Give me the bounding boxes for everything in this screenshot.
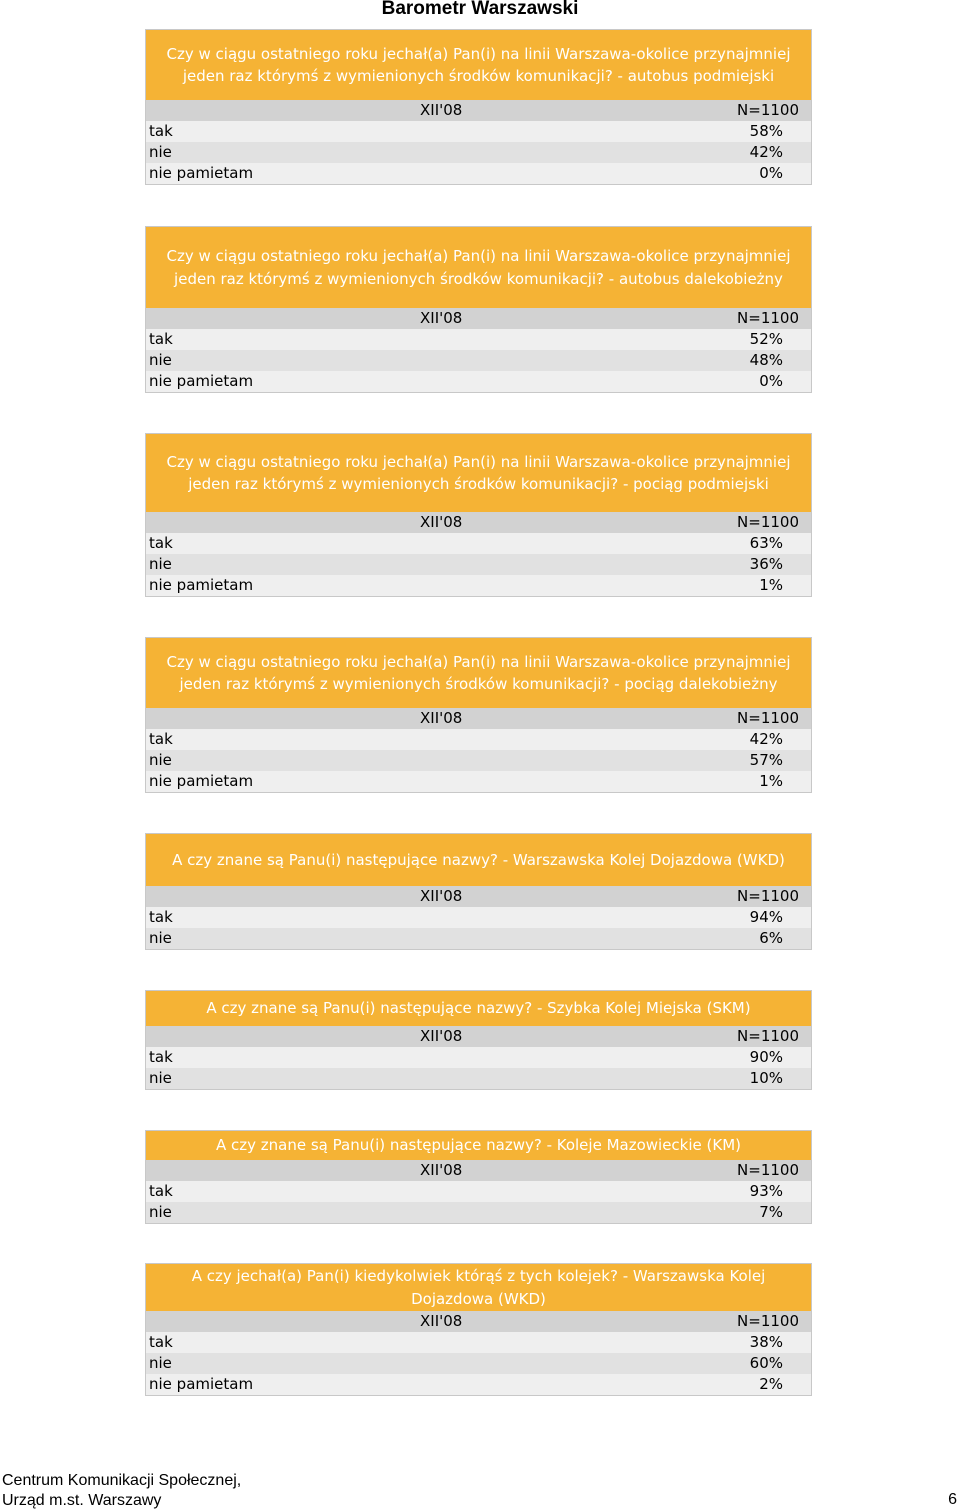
row-label: tak: [149, 1333, 173, 1351]
sample-size: N=1100: [737, 1312, 799, 1330]
table-row: [146, 575, 811, 596]
row-label: tak: [149, 908, 173, 926]
table-row: [146, 771, 811, 792]
survey-table: [145, 433, 812, 597]
period-label: XII'08: [420, 513, 463, 531]
period-label: XII'08: [420, 1161, 463, 1179]
row-label: tak: [149, 122, 173, 140]
table-row: [146, 1202, 811, 1223]
row-value: 60%: [749, 1354, 783, 1372]
row-value: 58%: [749, 122, 783, 140]
column-header: [146, 512, 811, 533]
table-row: [146, 1068, 811, 1089]
table-row: [146, 350, 811, 371]
row-label: nie: [149, 751, 172, 769]
period-label: XII'08: [420, 709, 463, 727]
row-value: 36%: [749, 555, 783, 573]
footer: [2, 1471, 241, 1511]
question-header: Czy w ciągu ostatniego roku jechał(a) Pan(i) na linii Warszawa-okolice przynajmniej jeden raz którymś z wymienionych środków komunikacji? - autobus dalekobieżny: [146, 227, 811, 308]
sample-size: N=1100: [737, 101, 799, 119]
row-label: tak: [149, 1182, 173, 1200]
table-row: [146, 1047, 811, 1068]
row-label: nie: [149, 143, 172, 161]
row-label: tak: [149, 730, 173, 748]
column-header: [146, 1160, 811, 1181]
period-label: XII'08: [420, 309, 463, 327]
row-value: 0%: [759, 164, 783, 182]
row-label: nie pamietam: [149, 164, 254, 182]
row-value: 1%: [759, 772, 783, 790]
row-value: 52%: [749, 330, 783, 348]
sample-size: N=1100: [737, 513, 799, 531]
table-row: [146, 1181, 811, 1202]
question-header: A czy znane są Panu(i) następujące nazwy? - Koleje Mazowieckie (KM): [146, 1131, 811, 1160]
table-row: [146, 121, 811, 142]
row-value: 7%: [759, 1203, 783, 1221]
table-row: [146, 163, 811, 184]
row-label: nie: [149, 1069, 172, 1087]
sample-size: N=1100: [737, 1027, 799, 1045]
table-row: [146, 750, 811, 771]
row-label: nie: [149, 555, 172, 573]
row-value: 42%: [749, 143, 783, 161]
row-value: 10%: [749, 1069, 783, 1087]
page-title: Barometr Warszawski: [381, 0, 579, 19]
period-label: XII'08: [420, 1312, 463, 1330]
table-row: [146, 371, 811, 392]
row-value: 6%: [759, 929, 783, 947]
table-row: [146, 329, 811, 350]
table-row: [146, 729, 811, 750]
row-value: 1%: [759, 576, 783, 594]
row-value: 93%: [749, 1182, 783, 1200]
table-row: [146, 142, 811, 163]
row-value: 48%: [749, 351, 783, 369]
table-row: [146, 1332, 811, 1353]
row-label: nie: [149, 1203, 172, 1221]
column-header: [146, 308, 811, 329]
question-header: Czy w ciągu ostatniego roku jechał(a) Pan(i) na linii Warszawa-okolice przynajmniej jeden raz którymś z wymienionych środków komunikacji? - autobus podmiejski: [146, 30, 811, 100]
row-label: nie: [149, 1354, 172, 1372]
survey-table: [145, 990, 812, 1090]
table-row: [146, 1353, 811, 1374]
column-header: [146, 886, 811, 907]
question-header: A czy jechał(a) Pan(i) kiedykolwiek którąś z tych kolejek? - Warszawska Kolej Dojazdowa (WKD): [146, 1264, 811, 1311]
sample-size: N=1100: [737, 1161, 799, 1179]
survey-table: [145, 29, 812, 185]
period-label: XII'08: [420, 1027, 463, 1045]
table-row: [146, 533, 811, 554]
row-label: nie: [149, 929, 172, 947]
row-label: tak: [149, 534, 173, 552]
column-header: [146, 1026, 811, 1047]
row-label: nie pamietam: [149, 772, 254, 790]
footer-organization: Centrum Komunikacji Społecznej,: [2, 1472, 242, 1489]
column-header: [146, 100, 811, 121]
row-value: 57%: [749, 751, 783, 769]
survey-table: [145, 1130, 812, 1224]
row-value: 42%: [749, 730, 783, 748]
column-header: [146, 1311, 811, 1332]
period-label: XII'08: [420, 101, 463, 119]
question-header: A czy znane są Panu(i) następujące nazwy? - Szybka Kolej Miejska (SKM): [146, 991, 811, 1026]
table-row: [146, 554, 811, 575]
sample-size: N=1100: [737, 309, 799, 327]
column-header: [146, 708, 811, 729]
row-label: tak: [149, 1048, 173, 1066]
row-value: 2%: [759, 1375, 783, 1393]
footer-office: Urząd m.st. Warszawy: [2, 1492, 162, 1509]
question-header: Czy w ciągu ostatniego roku jechał(a) Pan(i) na linii Warszawa-okolice przynajmniej jeden raz którymś z wymienionych środków komunikacji? - pociąg podmiejski: [146, 434, 811, 512]
row-value: 94%: [749, 908, 783, 926]
question-header: Czy w ciągu ostatniego roku jechał(a) Pan(i) na linii Warszawa-okolice przynajmniej jeden raz którymś z wymienionych środków komunikacji? - pociąg dalekobieżny: [146, 638, 811, 708]
survey-table: [145, 1263, 812, 1396]
survey-table: [145, 226, 812, 393]
row-label: nie pamietam: [149, 372, 254, 390]
survey-table: [145, 637, 812, 793]
sample-size: N=1100: [737, 709, 799, 727]
page-number: 6: [948, 1491, 957, 1508]
table-row: [146, 928, 811, 949]
row-label: nie pamietam: [149, 576, 254, 594]
table-row: [146, 1374, 811, 1395]
row-label: nie pamietam: [149, 1375, 254, 1393]
table-row: [146, 907, 811, 928]
sample-size: N=1100: [737, 887, 799, 905]
period-label: XII'08: [420, 887, 463, 905]
row-value: 38%: [749, 1333, 783, 1351]
row-value: 0%: [759, 372, 783, 390]
row-label: tak: [149, 330, 173, 348]
survey-table: [145, 833, 812, 950]
question-header: A czy znane są Panu(i) następujące nazwy? - Warszawska Kolej Dojazdowa (WKD): [146, 834, 811, 886]
row-value: 63%: [749, 534, 783, 552]
row-label: nie: [149, 351, 172, 369]
row-value: 90%: [749, 1048, 783, 1066]
